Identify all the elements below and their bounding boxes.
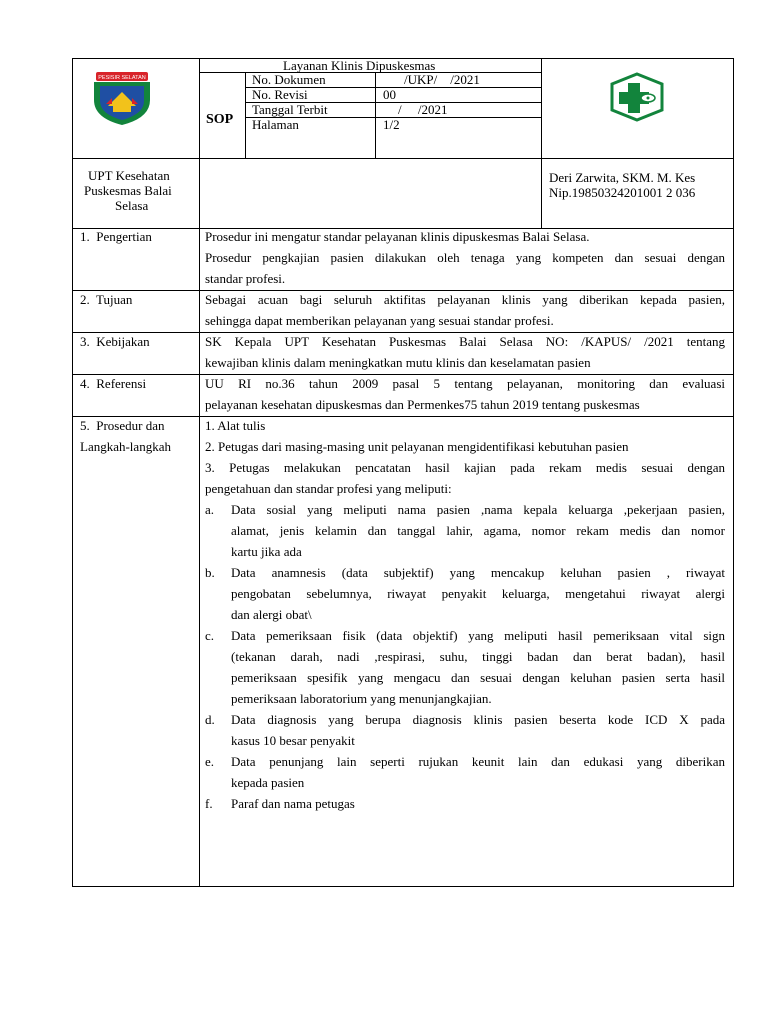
item-line: dan alergi obat\ [231, 607, 312, 622]
step-1: 1. Alat tulis [205, 418, 266, 433]
puskesmas-logo [604, 72, 670, 122]
issue-date-label: Tanggal Terbit [252, 102, 328, 117]
signer-nip: Nip.19850324201001 2 036 [549, 185, 696, 200]
document-title: Layanan Klinis Dipuskesmas [283, 58, 436, 73]
item-line: Data penunjang lain seperti rujukan keunit lain dan edukasi yang diberikan [231, 754, 725, 769]
tujuan-line: Sebagai acuan bagi seluruh aktifitas pelayanan klinis yang diberikan kepada pasien, [205, 292, 725, 307]
item-line: pemeriksaan spesifik yang mengacu dan sesuai dengan keluhan pasien serta hasil [231, 670, 725, 685]
kebijakan-line: SK Kepala UPT Kesehatan Puskesmas Balai Selasa NO: /KAPUS/ /2021 tentang [205, 334, 725, 349]
item-line: kepada pasien [231, 775, 305, 790]
item-marker: f. [205, 796, 213, 811]
item-marker: e. [205, 754, 215, 769]
section-label-kebijakan: 3. Kebijakan [80, 334, 150, 349]
referensi-line: UU RI no.36 tahun 2009 pasal 5 tentang pelayanan, monitoring dan evaluasi [205, 376, 725, 391]
item-line: Paraf dan nama petugas [231, 796, 355, 811]
logo-lettering: PESISIR SELATAN [98, 75, 146, 81]
tujuan-line: sehingga dapat memberikan pelayanan yang sesuai standar profesi. [205, 313, 554, 328]
item-line: pengobatan sebelumnya, riwayat penyakit keluarga, mengetahui riwayat alergi [231, 586, 725, 601]
section-label-prosedur: 5. Prosedur dan [80, 418, 165, 433]
org-line-3: Selasa [115, 198, 149, 213]
pengertian-line: Prosedur pengkajian pasien dilakukan oleh tenaga yang kompeten dan sesuai dengan [205, 250, 725, 265]
section-label-referensi: 4. Referensi [80, 376, 147, 391]
item-marker: b. [205, 565, 215, 580]
item-line: Data diagnosis yang berupa diagnosis klinis pasien beserta kode ICD X pada [231, 712, 725, 727]
item-line: alamat, jenis kelamin dan tanggal lahir, agama, nomor rekam medis dan nomor [231, 523, 725, 538]
item-line: kasus 10 besar penyakit [231, 733, 355, 748]
pengertian-line: Prosedur ini mengatur standar pelayanan klinis dipuskesmas Balai Selasa. [205, 229, 590, 244]
kebijakan-line: kewajiban klinis dalam meningkatkan mutu klinis dan keselamatan pasien [205, 355, 591, 370]
referensi-line: pelayanan kesehatan dipuskesmas dan Permenkes75 tahun 2019 tentang puskesmas [205, 397, 640, 412]
step-2: 2. Petugas dari masing-masing unit pelayanan mengidentifikasi kebutuhan pasien [205, 439, 629, 454]
item-line: Data sosial yang meliputi nama pasien ,nama kepala keluarga ,pekerjaan pasien, [231, 502, 725, 517]
step-3-cont: pengetahuan dan standar profesi yang meliputi: [205, 481, 452, 496]
sop-label: SOP [206, 112, 234, 127]
org-line-1: UPT Kesehatan [88, 168, 170, 183]
doc-number-value: /UKP/ /2021 [404, 72, 480, 87]
regency-logo [88, 70, 156, 126]
page-value: 1/2 [383, 117, 400, 132]
item-line: kartu jika ada [231, 544, 302, 559]
item-line: Data anamnesis (data subjektif) yang mencakup keluhan pasien , riwayat [231, 565, 725, 580]
step-3: 3. Petugas melakukan pencatatan hasil kajian pada rekam medis sesuai dengan [205, 460, 725, 475]
item-marker: a. [205, 502, 215, 517]
section-label-prosedur-2: Langkah-langkah [80, 439, 171, 454]
issue-date-value: / /2021 [398, 102, 448, 117]
doc-number-label: No. Dokumen [252, 72, 326, 87]
item-line: (tekanan darah, nadi ,respirasi, suhu, tinggi badan dan berat badan), hasil [231, 649, 725, 664]
signer-name: Deri Zarwita, SKM. M. Kes [549, 170, 696, 185]
item-marker: c. [205, 628, 215, 643]
item-marker: d. [205, 712, 215, 727]
page-label: Halaman [252, 117, 299, 132]
section-label-pengertian: 1. Pengertian [80, 229, 152, 244]
revision-label: No. Revisi [252, 87, 308, 102]
item-line: pemeriksaan laboratorium yang menunjangkajian. [231, 691, 492, 706]
pengertian-line: standar profesi. [205, 271, 286, 286]
section-label-tujuan: 2. Tujuan [80, 292, 133, 307]
item-line: Data pemeriksaan fisik (data objektif) yang meliputi hasil pemeriksaan vital sign [231, 628, 725, 643]
revision-value: 00 [383, 87, 396, 102]
org-line-2: Puskesmas Balai [84, 183, 172, 198]
